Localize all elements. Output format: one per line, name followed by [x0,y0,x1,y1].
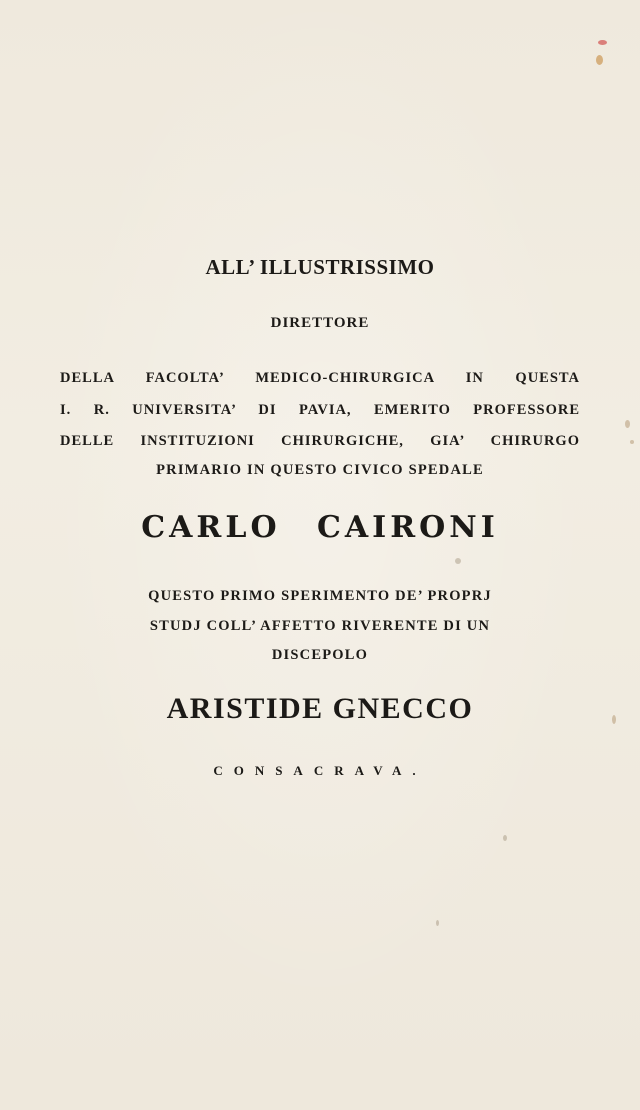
paper-stain [596,55,603,65]
paper-stain [455,558,461,564]
paper-stain [436,920,439,926]
paper-stain [503,835,507,841]
description-line-4: PRIMARIO IN QUESTO CIVICO SPEDALE [156,462,484,478]
dedication-line-1: QUESTO PRIMO SPERIMENTO DE’ PROPRJ [148,588,492,604]
dedication-heading: ALL’ ILLUSTRISSIMO [205,255,435,279]
description-line-1: DELLA FACOLTA’ MEDICO-CHIRURGICA IN QUESTA [60,370,580,386]
dedication-line-2: STUDJ COLL’ AFFETTO RIVERENTE DI UN [149,618,491,634]
dedication-line-3: DISCEPOLO [271,647,369,663]
honoree-name: CARLO CAIRONI [141,510,499,545]
paper-stain [612,715,616,724]
paper-stain [625,420,630,428]
author-name: ARISTIDE GNECCO [166,692,474,725]
description-line-3: DELLE INSTITUZIONI CHIRURGICHE, GIA’ CHIRURGO [60,433,580,449]
closing-word: CONSACRAVA. [213,763,427,778]
description-line-2: I. R. UNIVERSITA’ DI PAVIA, EMERITO PROFESSORE [60,402,580,418]
recipient-title: DIRETTORE [270,315,370,331]
paper-stain [630,440,634,444]
paper-stain [598,40,607,45]
